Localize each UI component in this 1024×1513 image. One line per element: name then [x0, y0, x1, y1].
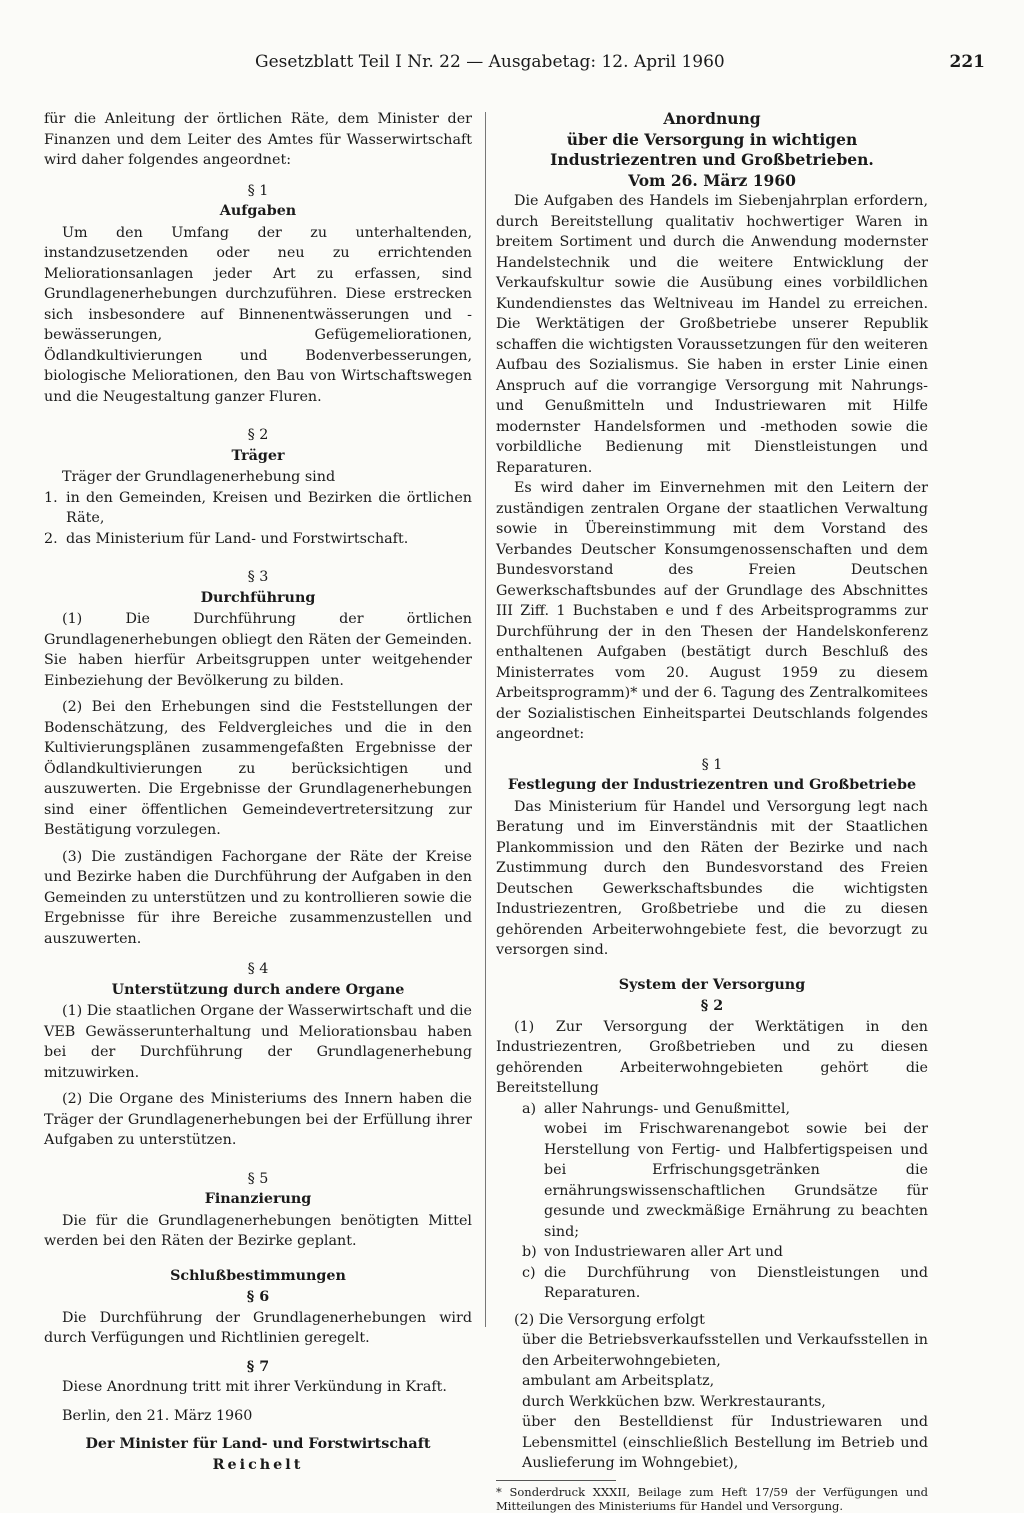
section-number: § 4: [247, 961, 269, 977]
list-label: a): [522, 1100, 537, 1117]
paragraph: (1) Die Durchführung der örtlichen Grundlagenerhebungen obliegt den Räten der Gemeinden. Sie haben hierfür Arbeitsgruppen unter weitgehender Einbeziehung der Bevölkerung zu bilden.: [44, 611, 472, 689]
list-item: über die Betriebsverkaufsstellen und Verkaufsstellen in den Arbeiterwohngebieten,: [522, 1332, 928, 1369]
page-header: [255, 52, 985, 78]
section-number: § 7: [246, 1358, 270, 1375]
paragraph: Es wird daher im Einvernehmen mit den Leitern der zuständigen zentralen Organe der staatlichen Verwaltung sowie in Übereinstimmung mit dem Vorstand des Verbandes Deutscher Konsumgenossenschaften und dem Bundesvorstand des Freien Deutschen Gewerkschaftsbundes auf der Grundlage des Abschnittes III Ziff. 1 Buchstaben e und f des Arbeitsprogramms zur Durchführung der in den Thesen der Handelskonferenz enthaltenen Aufgaben (bestätigt durch Beschluß des Ministerrates vom 20. August 1959 zu diesem Arbeitsprogramm)* und der 6. Tagung des Zentralkomitees der Sozialistischen Einheitspartei Deutschlands folgendes angeordnet:: [496, 480, 928, 742]
final-provisions-heading: Schlußbestimmungen: [170, 1267, 346, 1284]
section-number: § 5: [247, 1170, 269, 1187]
list-item: [44, 529, 472, 550]
section-title: Unterstützung durch andere Organe: [111, 981, 405, 998]
section-text: Um den Umfang der zu unterhaltenden, instandzusetzenden oder neu zu errichtenden Meliorationsanlagen jeder Art zu erfassen, sind Grundlagenerhebungen durchzuführen. Diese erstrecken sich insbesondere auf Binnenentwässerungen und -bewässerungen, Gefügemeliorationen, Ödlandkultivierungen und Bodenverbesserungen, biologische Meliorationen, den Bau von Wirtschaftswegen und die Neugestaltung ganzer Fluren.: [44, 224, 472, 405]
intro-text: für die Anleitung der örtlichen Räte, dem Minister der Finanzen und dem Leiter des Amtes für Wasserwirtschaft wird daher folgendes angeordnet:: [44, 111, 472, 168]
section-number: § 6: [246, 1289, 270, 1305]
list-text: das Ministerium für Land- und Forstwirtschaft.: [66, 530, 409, 547]
section-title: Durchführung: [200, 589, 316, 606]
ordinance-title: Anordnung: [663, 109, 761, 128]
system-heading: System der Versorgung: [618, 976, 806, 993]
paragraph: (2) Die Organe des Ministeriums des Innern haben die Träger der Grundlagenerhebungen bei der Erfüllung ihrer Aufgaben zu unterstützen.: [44, 1091, 472, 1148]
spacer: [44, 1151, 472, 1159]
list-label: 2.: [44, 530, 58, 547]
right-column: [496, 109, 928, 1513]
section-number: § 2: [700, 998, 724, 1014]
section-number: § 1: [701, 756, 723, 773]
section-text: Das Ministerium für Handel und Versorgung legt nach Beratung und im Einverständnis mit der Staatlichen Plankommission und den Räten der Bezirke und nach Zustimmung durch den Bundesvorstand des Freien Deutschen Gewerkschaftsbundes die wichtigsten Industriezentren, Großbetriebe und die zu diesen gehörenden Arbeiterwohngebiete fest, die bevorzugt zu versorgen sind.: [496, 798, 928, 958]
section-text: Die Durchführung der Grundlagenerhebungen wird durch Verfügungen und Richtlinien geregelt.: [44, 1309, 472, 1346]
section-number: § 3: [247, 569, 269, 585]
section-title: Träger: [231, 447, 285, 464]
ordinance-subject: über die Versorgung in wichtigen Industriezentren und Großbetrieben.: [550, 129, 874, 169]
paragraph: (2) Bei den Erhebungen sind die Feststellungen der Bodenschätzung, des Feldvergleiches und die in den Kultivierungsplänen zusammengefaßten Ergebnisse der Ödlandkultivierungen zu berücksichtigen und auszuwerten. Die Ergebnisse der Grundlagenerhebungen sind einer öffentlichen Gemeindevertretersitzung zur Bestätigung vorzulegen.: [44, 699, 472, 838]
list-detail: wobei im Frischwarenangebot sowie bei der Herstellung von Fertig- und Halbfertigspeisen und bei Erfrischungsgetränken die ernährungswissenschaftlichen Grundsätze für gesunde und zweckmäßige Ernährung zu beachten sind;: [544, 1121, 928, 1240]
list-item: ambulant am Arbeitsplatz,: [522, 1373, 715, 1389]
list-item: durch Werkküchen bzw. Werkrestaurants,: [522, 1393, 826, 1410]
section-text: Diese Anordnung tritt mit ihrer Verkündung in Kraft.: [62, 1379, 447, 1395]
list-item: über den Bestelldienst für Industriewaren und Lebensmittel (einschließlich Bestellung im Betrieb und Auslieferung im Wohngebiet),: [522, 1414, 928, 1471]
signatory-title: Der Minister für Land- und Forstwirtschaft: [85, 1436, 431, 1452]
page-number: 221: [949, 52, 985, 72]
spacer: [44, 407, 472, 415]
section-number: § 1: [247, 182, 269, 199]
section-title: Finanzierung: [204, 1191, 312, 1207]
running-header: Gesetzblatt Teil I Nr. 22 — Ausgabetag: 12. April 1960: [255, 52, 725, 72]
spacer: [44, 549, 472, 557]
list-label: b): [522, 1244, 537, 1260]
section-number: § 2: [247, 427, 269, 443]
list-item: [44, 488, 472, 529]
place-date: Berlin, den 21. März 1960: [62, 1407, 253, 1424]
ordinance-date: Vom 26. März 1960: [628, 170, 796, 190]
paragraph: (1) Zur Versorgung der Werktätigen in den Industriezentren, Großbetrieben und zu diesen gehörenden Arbeiterwohngebieten gehört die Bereitstellung: [496, 1018, 928, 1096]
list-text: von Industriewaren aller Art und: [544, 1244, 783, 1260]
list-item: [522, 1242, 928, 1263]
left-column: [44, 109, 472, 1475]
paragraph: (1) Die staatlichen Organe der Wasserwirtschaft und die VEB Gewässerunterhaltung und Meliorationsbau haben bei der Durchführung der Grundlagenerhebung mitzuwirken.: [44, 1003, 473, 1081]
list-item: [522, 1099, 928, 1120]
section-title: Aufgaben: [219, 203, 297, 219]
list-label: 1.: [44, 489, 58, 506]
list-item: [522, 1263, 928, 1304]
section-title: Festlegung der Industriezentren und Großbetriebe: [507, 777, 917, 793]
list-text: die Durchführung von Dienstleistungen und Reparaturen.: [544, 1264, 928, 1301]
footnote-rule: [496, 1480, 616, 1481]
list-text: in den Gemeinden, Kreisen und Bezirken die örtlichen Räte,: [66, 489, 472, 526]
signatory-name: Reichelt: [212, 1456, 304, 1473]
paragraph: Die Aufgaben des Handels im Siebenjahrplan erfordern, durch Bereitstellung qualitativ hochwertiger Waren in breitem Sortiment und durch die Anwendung modernster Handelstechnik und die weitere Entwicklung der Verkaufskultur sowie die Ausübung eines vorbildlichen Kundendienstes das Weltniveau im Handel zu erreichen. Die Werktätigen der Großbetriebe unserer Republik schaffen die wichtigsten Voraussetzungen für den weiteren Aufbau des Sozialismus. Sie haben in erster Linie einen Anspruch auf die vorrangige Versorgung mit Nahrungs- und Genußmitteln und Industriewaren mit Hilfe modernster Handelsformen und -methoden sowie die vorbildliche Bedienung mit Dienstleistungen und Reparaturen.: [496, 193, 928, 476]
column-divider: [485, 112, 486, 1327]
paragraph: (3) Die zuständigen Fachorgane der Räte der Kreise und Bezirke haben die Durchführung der Aufgaben in den Gemeinden zu unterstützen und zu kontrollieren sowie die Ergebnisse für ihre Bereiche zusammenzustellen und auszuwerten.: [44, 848, 472, 947]
paragraph: (2) Die Versorgung erfolgt: [514, 1311, 705, 1328]
section-text: Die für die Grundlagenerhebungen benötigten Mittel werden bei den Räten der Bezirke geplant.: [44, 1212, 472, 1249]
list-text: aller Nahrungs- und Genußmittel,: [544, 1100, 791, 1117]
section-text: Träger der Grundlagenerhebung sind: [62, 469, 336, 485]
list-label: c): [522, 1264, 536, 1281]
footnote: * Sonderdruck XXXII, Beilage zum Heft 17/59 der Verfügungen und Mitteilungen des Ministeriums für Handel und Versorgung.: [496, 1484, 928, 1513]
